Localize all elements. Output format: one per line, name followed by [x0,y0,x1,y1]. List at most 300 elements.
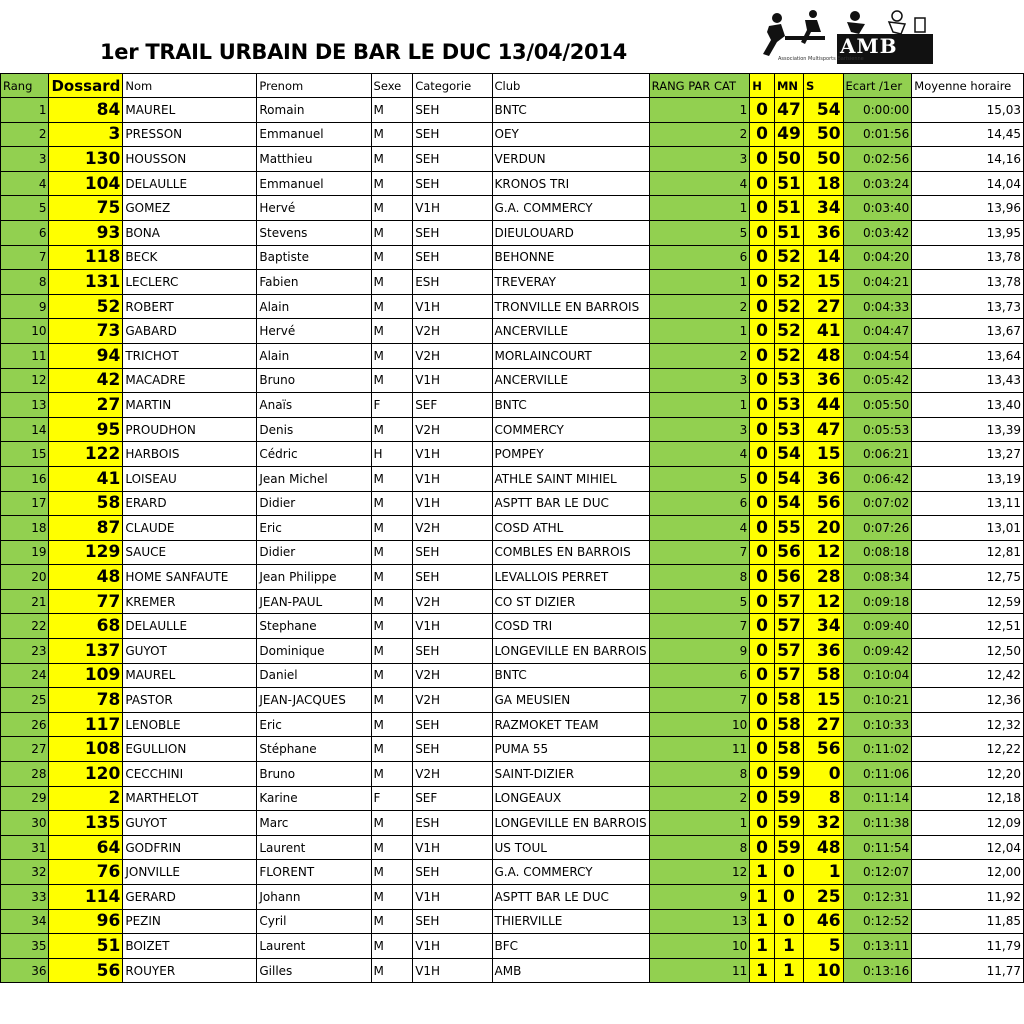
cell-h: 1 [750,885,775,910]
cell-mn: 57 [774,614,803,639]
cell-club: LONGEVILLE EN BARROIS [492,811,649,836]
cell-ecart: 0:10:21 [843,688,912,713]
cell-s: 36 [803,639,843,664]
cell-rang: 31 [1,835,49,860]
cell-sexe: M [371,885,413,910]
cell-moyenne: 13,96 [912,196,1024,221]
cell-h: 0 [750,196,775,221]
cell-dossard: 93 [49,220,123,245]
table-row [1,958,1024,983]
table-row [1,466,1024,491]
cell-h: 0 [750,786,775,811]
cell-categorie: V2H [413,516,492,541]
cell-s: 58 [803,663,843,688]
cell-dossard: 118 [49,245,123,270]
cell-ecart: 0:12:31 [843,885,912,910]
table-row [1,220,1024,245]
cell-s: 14 [803,245,843,270]
cell-rang: 22 [1,614,49,639]
cell-mn: 53 [774,393,803,418]
cell-prenom: Baptiste [257,245,371,270]
cell-sexe: M [371,220,413,245]
cell-categorie: SEH [413,220,492,245]
cell-mn: 54 [774,491,803,516]
cell-mn: 59 [774,835,803,860]
cell-club: TREVERAY [492,270,649,295]
cell-moyenne: 12,81 [912,540,1024,565]
cell-prenom: Stevens [257,220,371,245]
cell-ecart: 0:04:54 [843,343,912,368]
cell-mn: 52 [774,245,803,270]
cell-rang-par-cat: 2 [649,786,750,811]
cell-h: 0 [750,540,775,565]
cell-nom: DELAULLE [123,171,257,196]
cell-ecart: 0:09:42 [843,639,912,664]
table-row [1,393,1024,418]
cell-categorie: SEH [413,860,492,885]
cell-prenom: Fabien [257,270,371,295]
cell-nom: HOUSSON [123,147,257,172]
cell-nom: LECLERC [123,270,257,295]
cell-sexe: M [371,909,413,934]
cell-prenom: Emmanuel [257,122,371,147]
cell-club: ATHLE SAINT MIHIEL [492,466,649,491]
cell-categorie: V2H [413,762,492,787]
cell-prenom: Stephane [257,614,371,639]
header-rang: Rang [1,74,49,98]
cell-rang-par-cat: 8 [649,565,750,590]
cell-club: BNTC [492,393,649,418]
cell-s: 44 [803,393,843,418]
cell-h: 0 [750,589,775,614]
cell-rang: 9 [1,294,49,319]
cell-categorie: SEH [413,639,492,664]
cell-sexe: M [371,196,413,221]
cell-club: ASPTT BAR LE DUC [492,491,649,516]
cell-rang-par-cat: 4 [649,442,750,467]
cell-h: 0 [750,737,775,762]
cell-sexe: M [371,122,413,147]
cell-ecart: 0:06:21 [843,442,912,467]
cell-moyenne: 12,20 [912,762,1024,787]
cell-rang: 25 [1,688,49,713]
cell-h: 0 [750,663,775,688]
table-row [1,147,1024,172]
cell-categorie: SEH [413,737,492,762]
cell-h: 1 [750,934,775,959]
cell-sexe: M [371,835,413,860]
cell-dossard: 58 [49,491,123,516]
cell-rang: 3 [1,147,49,172]
cell-categorie: V2H [413,663,492,688]
cell-s: 41 [803,319,843,344]
cell-dossard: 27 [49,393,123,418]
cell-prenom: FLORENT [257,860,371,885]
cell-h: 0 [750,516,775,541]
cell-dossard: 56 [49,958,123,983]
cell-club: DIEULOUARD [492,220,649,245]
table-row [1,885,1024,910]
cell-h: 0 [750,319,775,344]
cell-club: GA MEUSIEN [492,688,649,713]
cell-nom: LOISEAU [123,466,257,491]
cell-rang: 10 [1,319,49,344]
cell-nom: GABARD [123,319,257,344]
cell-mn: 54 [774,466,803,491]
table-row [1,762,1024,787]
cell-h: 0 [750,614,775,639]
cell-nom: GUYOT [123,811,257,836]
cell-nom: BECK [123,245,257,270]
cell-moyenne: 13,01 [912,516,1024,541]
cell-sexe: M [371,639,413,664]
cell-rang-par-cat: 13 [649,909,750,934]
cell-rang: 13 [1,393,49,418]
cell-moyenne: 11,85 [912,909,1024,934]
cell-h: 0 [750,712,775,737]
cell-dossard: 117 [49,712,123,737]
cell-nom: MACADRE [123,368,257,393]
table-row [1,639,1024,664]
cell-moyenne: 14,04 [912,171,1024,196]
cell-nom: KREMER [123,589,257,614]
cell-moyenne: 12,42 [912,663,1024,688]
cell-club: ASPTT BAR LE DUC [492,885,649,910]
cell-mn: 54 [774,442,803,467]
cell-prenom: Eric [257,516,371,541]
header-row [1,74,1024,98]
cell-rang: 34 [1,909,49,934]
header-mn: MN [774,74,803,98]
header-sexe: Sexe [371,74,413,98]
cell-ecart: 0:04:20 [843,245,912,270]
cell-moyenne: 14,45 [912,122,1024,147]
cell-categorie: SEH [413,171,492,196]
table-row [1,786,1024,811]
cell-mn: 0 [774,860,803,885]
cell-club: LEVALLOIS PERRET [492,565,649,590]
cell-ecart: 0:01:56 [843,122,912,147]
cell-h: 1 [750,909,775,934]
cell-h: 0 [750,762,775,787]
cell-rang-par-cat: 2 [649,122,750,147]
cell-rang: 7 [1,245,49,270]
cell-nom: SAUCE [123,540,257,565]
cell-rang: 27 [1,737,49,762]
cell-club: ANCERVILLE [492,319,649,344]
cell-mn: 59 [774,811,803,836]
cell-mn: 52 [774,294,803,319]
cell-club: COMBLES EN BARROIS [492,540,649,565]
cell-categorie: V1H [413,491,492,516]
cell-h: 0 [750,368,775,393]
cell-club: PUMA 55 [492,737,649,762]
cell-mn: 57 [774,589,803,614]
cell-prenom: Laurent [257,835,371,860]
cell-mn: 53 [774,368,803,393]
logo-caption: Association Multisports Barisienne [778,56,864,62]
cell-prenom: Romain [257,98,371,123]
cell-moyenne: 12,36 [912,688,1024,713]
cell-mn: 49 [774,122,803,147]
cell-rang: 21 [1,589,49,614]
cell-mn: 58 [774,737,803,762]
cell-sexe: H [371,442,413,467]
cell-sexe: M [371,958,413,983]
cell-dossard: 104 [49,171,123,196]
cell-s: 46 [803,909,843,934]
table-row [1,245,1024,270]
cell-h: 0 [750,245,775,270]
header-dossard: Dossard [49,74,123,98]
cell-dossard: 3 [49,122,123,147]
cell-h: 0 [750,294,775,319]
cell-sexe: M [371,614,413,639]
cell-ecart: 0:05:42 [843,368,912,393]
cell-ecart: 0:08:18 [843,540,912,565]
table-row [1,294,1024,319]
cell-ecart: 0:11:14 [843,786,912,811]
cell-sexe: M [371,147,413,172]
cell-dossard: 120 [49,762,123,787]
cell-mn: 55 [774,516,803,541]
cell-sexe: M [371,540,413,565]
cell-h: 0 [750,270,775,295]
cell-sexe: M [371,565,413,590]
cell-h: 0 [750,442,775,467]
cell-nom: CECCHINI [123,762,257,787]
cell-ecart: 0:13:11 [843,934,912,959]
cell-s: 54 [803,98,843,123]
cell-sexe: M [371,811,413,836]
cell-moyenne: 12,00 [912,860,1024,885]
cell-mn: 52 [774,319,803,344]
cell-categorie: V1H [413,934,492,959]
cell-ecart: 0:12:52 [843,909,912,934]
cell-ecart: 0:02:56 [843,147,912,172]
cell-rang-par-cat: 12 [649,860,750,885]
cell-categorie: V2H [413,589,492,614]
cell-nom: HARBOIS [123,442,257,467]
page-title: 1er TRAIL URBAIN DE BAR LE DUC 13/04/2014 [100,40,627,64]
cell-nom: ROUYER [123,958,257,983]
cell-club: COSD TRI [492,614,649,639]
cell-categorie: SEH [413,147,492,172]
cell-moyenne: 12,32 [912,712,1024,737]
table-row [1,909,1024,934]
cell-nom: CLAUDE [123,516,257,541]
cell-ecart: 0:09:18 [843,589,912,614]
cell-club: MORLAINCOURT [492,343,649,368]
cell-ecart: 0:07:26 [843,516,912,541]
cell-moyenne: 12,09 [912,811,1024,836]
cell-mn: 58 [774,688,803,713]
cell-prenom: Hervé [257,319,371,344]
cell-sexe: M [371,516,413,541]
cell-dossard: 42 [49,368,123,393]
cell-categorie: SEH [413,122,492,147]
cell-nom: MARTHELOT [123,786,257,811]
cell-club: BFC [492,934,649,959]
cell-mn: 52 [774,270,803,295]
cell-rang: 29 [1,786,49,811]
cell-mn: 1 [774,958,803,983]
cell-dossard: 52 [49,294,123,319]
cell-ecart: 0:05:50 [843,393,912,418]
cell-categorie: V2H [413,688,492,713]
cell-ecart: 0:11:38 [843,811,912,836]
cell-categorie: V1H [413,835,492,860]
cell-s: 50 [803,122,843,147]
cell-rang-par-cat: 10 [649,934,750,959]
cell-sexe: M [371,98,413,123]
cell-moyenne: 13,78 [912,245,1024,270]
cell-mn: 51 [774,220,803,245]
cell-club: OEY [492,122,649,147]
cell-moyenne: 13,95 [912,220,1024,245]
cell-h: 0 [750,147,775,172]
cell-sexe: M [371,343,413,368]
cell-categorie: SEH [413,909,492,934]
cell-ecart: 0:03:24 [843,171,912,196]
table-row [1,98,1024,123]
cell-s: 25 [803,885,843,910]
cell-categorie: SEH [413,565,492,590]
cell-rang: 36 [1,958,49,983]
table-row [1,663,1024,688]
cell-rang-par-cat: 3 [649,368,750,393]
cell-club: BNTC [492,98,649,123]
cell-categorie: V2H [413,343,492,368]
table-row [1,417,1024,442]
cell-rang: 18 [1,516,49,541]
cell-rang-par-cat: 6 [649,245,750,270]
cell-prenom: JEAN-PAUL [257,589,371,614]
cell-club: KRONOS TRI [492,171,649,196]
cell-ecart: 0:07:02 [843,491,912,516]
cell-h: 0 [750,491,775,516]
cell-h: 0 [750,811,775,836]
cell-rang-par-cat: 9 [649,639,750,664]
cell-club: VERDUN [492,147,649,172]
cell-dossard: 122 [49,442,123,467]
cell-categorie: SEH [413,712,492,737]
cell-s: 36 [803,466,843,491]
cell-rang: 5 [1,196,49,221]
cell-nom: TRICHOT [123,343,257,368]
cell-rang: 1 [1,98,49,123]
cell-ecart: 0:08:34 [843,565,912,590]
table-row [1,712,1024,737]
cell-s: 47 [803,417,843,442]
cell-mn: 56 [774,565,803,590]
cell-h: 1 [750,958,775,983]
table-row [1,860,1024,885]
cell-sexe: M [371,762,413,787]
cell-prenom: Eric [257,712,371,737]
cell-prenom: Marc [257,811,371,836]
cell-club: LONGEVILLE EN BARROIS [492,639,649,664]
cell-dossard: 2 [49,786,123,811]
cell-club: US TOUL [492,835,649,860]
cell-mn: 57 [774,639,803,664]
cell-nom: PRESSON [123,122,257,147]
cell-h: 0 [750,565,775,590]
cell-club: POMPEY [492,442,649,467]
cell-sexe: M [371,589,413,614]
cell-nom: HOME SANFAUTE [123,565,257,590]
cell-s: 36 [803,368,843,393]
cell-prenom: Jean Michel [257,466,371,491]
cell-ecart: 0:03:40 [843,196,912,221]
cell-rang: 2 [1,122,49,147]
cell-ecart: 0:09:40 [843,614,912,639]
cell-s: 15 [803,442,843,467]
cell-dossard: 77 [49,589,123,614]
cell-dossard: 75 [49,196,123,221]
cell-club: ANCERVILLE [492,368,649,393]
cell-prenom: Johann [257,885,371,910]
cell-dossard: 64 [49,835,123,860]
cell-moyenne: 12,18 [912,786,1024,811]
cell-rang: 14 [1,417,49,442]
cell-s: 56 [803,491,843,516]
cell-rang-par-cat: 4 [649,171,750,196]
cell-sexe: M [371,663,413,688]
cell-rang: 33 [1,885,49,910]
header-ecart: Ecart /1er [843,74,912,98]
cell-prenom: Didier [257,491,371,516]
cell-rang-par-cat: 7 [649,540,750,565]
cell-rang-par-cat: 2 [649,343,750,368]
cell-nom: MAUREL [123,98,257,123]
cell-mn: 58 [774,712,803,737]
cell-categorie: V1H [413,196,492,221]
logo-text: AMB [840,34,898,58]
cell-rang: 4 [1,171,49,196]
cell-mn: 1 [774,934,803,959]
cell-prenom: Didier [257,540,371,565]
cell-rang: 26 [1,712,49,737]
cell-sexe: M [371,417,413,442]
cell-sexe: M [371,171,413,196]
cell-ecart: 0:12:07 [843,860,912,885]
cell-mn: 53 [774,417,803,442]
cell-dossard: 51 [49,934,123,959]
cell-nom: BOIZET [123,934,257,959]
cell-moyenne: 15,03 [912,98,1024,123]
table-row [1,737,1024,762]
cell-prenom: JEAN-JACQUES [257,688,371,713]
cell-moyenne: 14,16 [912,147,1024,172]
cell-categorie: SEH [413,98,492,123]
cell-prenom: Alain [257,294,371,319]
cell-dossard: 87 [49,516,123,541]
cell-dossard: 108 [49,737,123,762]
cell-categorie: V1H [413,294,492,319]
cell-moyenne: 13,67 [912,319,1024,344]
cell-rang-par-cat: 1 [649,811,750,836]
cell-moyenne: 13,43 [912,368,1024,393]
cell-rang-par-cat: 7 [649,688,750,713]
cell-prenom: Denis [257,417,371,442]
cell-rang-par-cat: 1 [649,270,750,295]
cell-rang-par-cat: 1 [649,319,750,344]
cell-mn: 0 [774,909,803,934]
cell-sexe: M [371,466,413,491]
cell-categorie: V1H [413,614,492,639]
cell-rang: 32 [1,860,49,885]
